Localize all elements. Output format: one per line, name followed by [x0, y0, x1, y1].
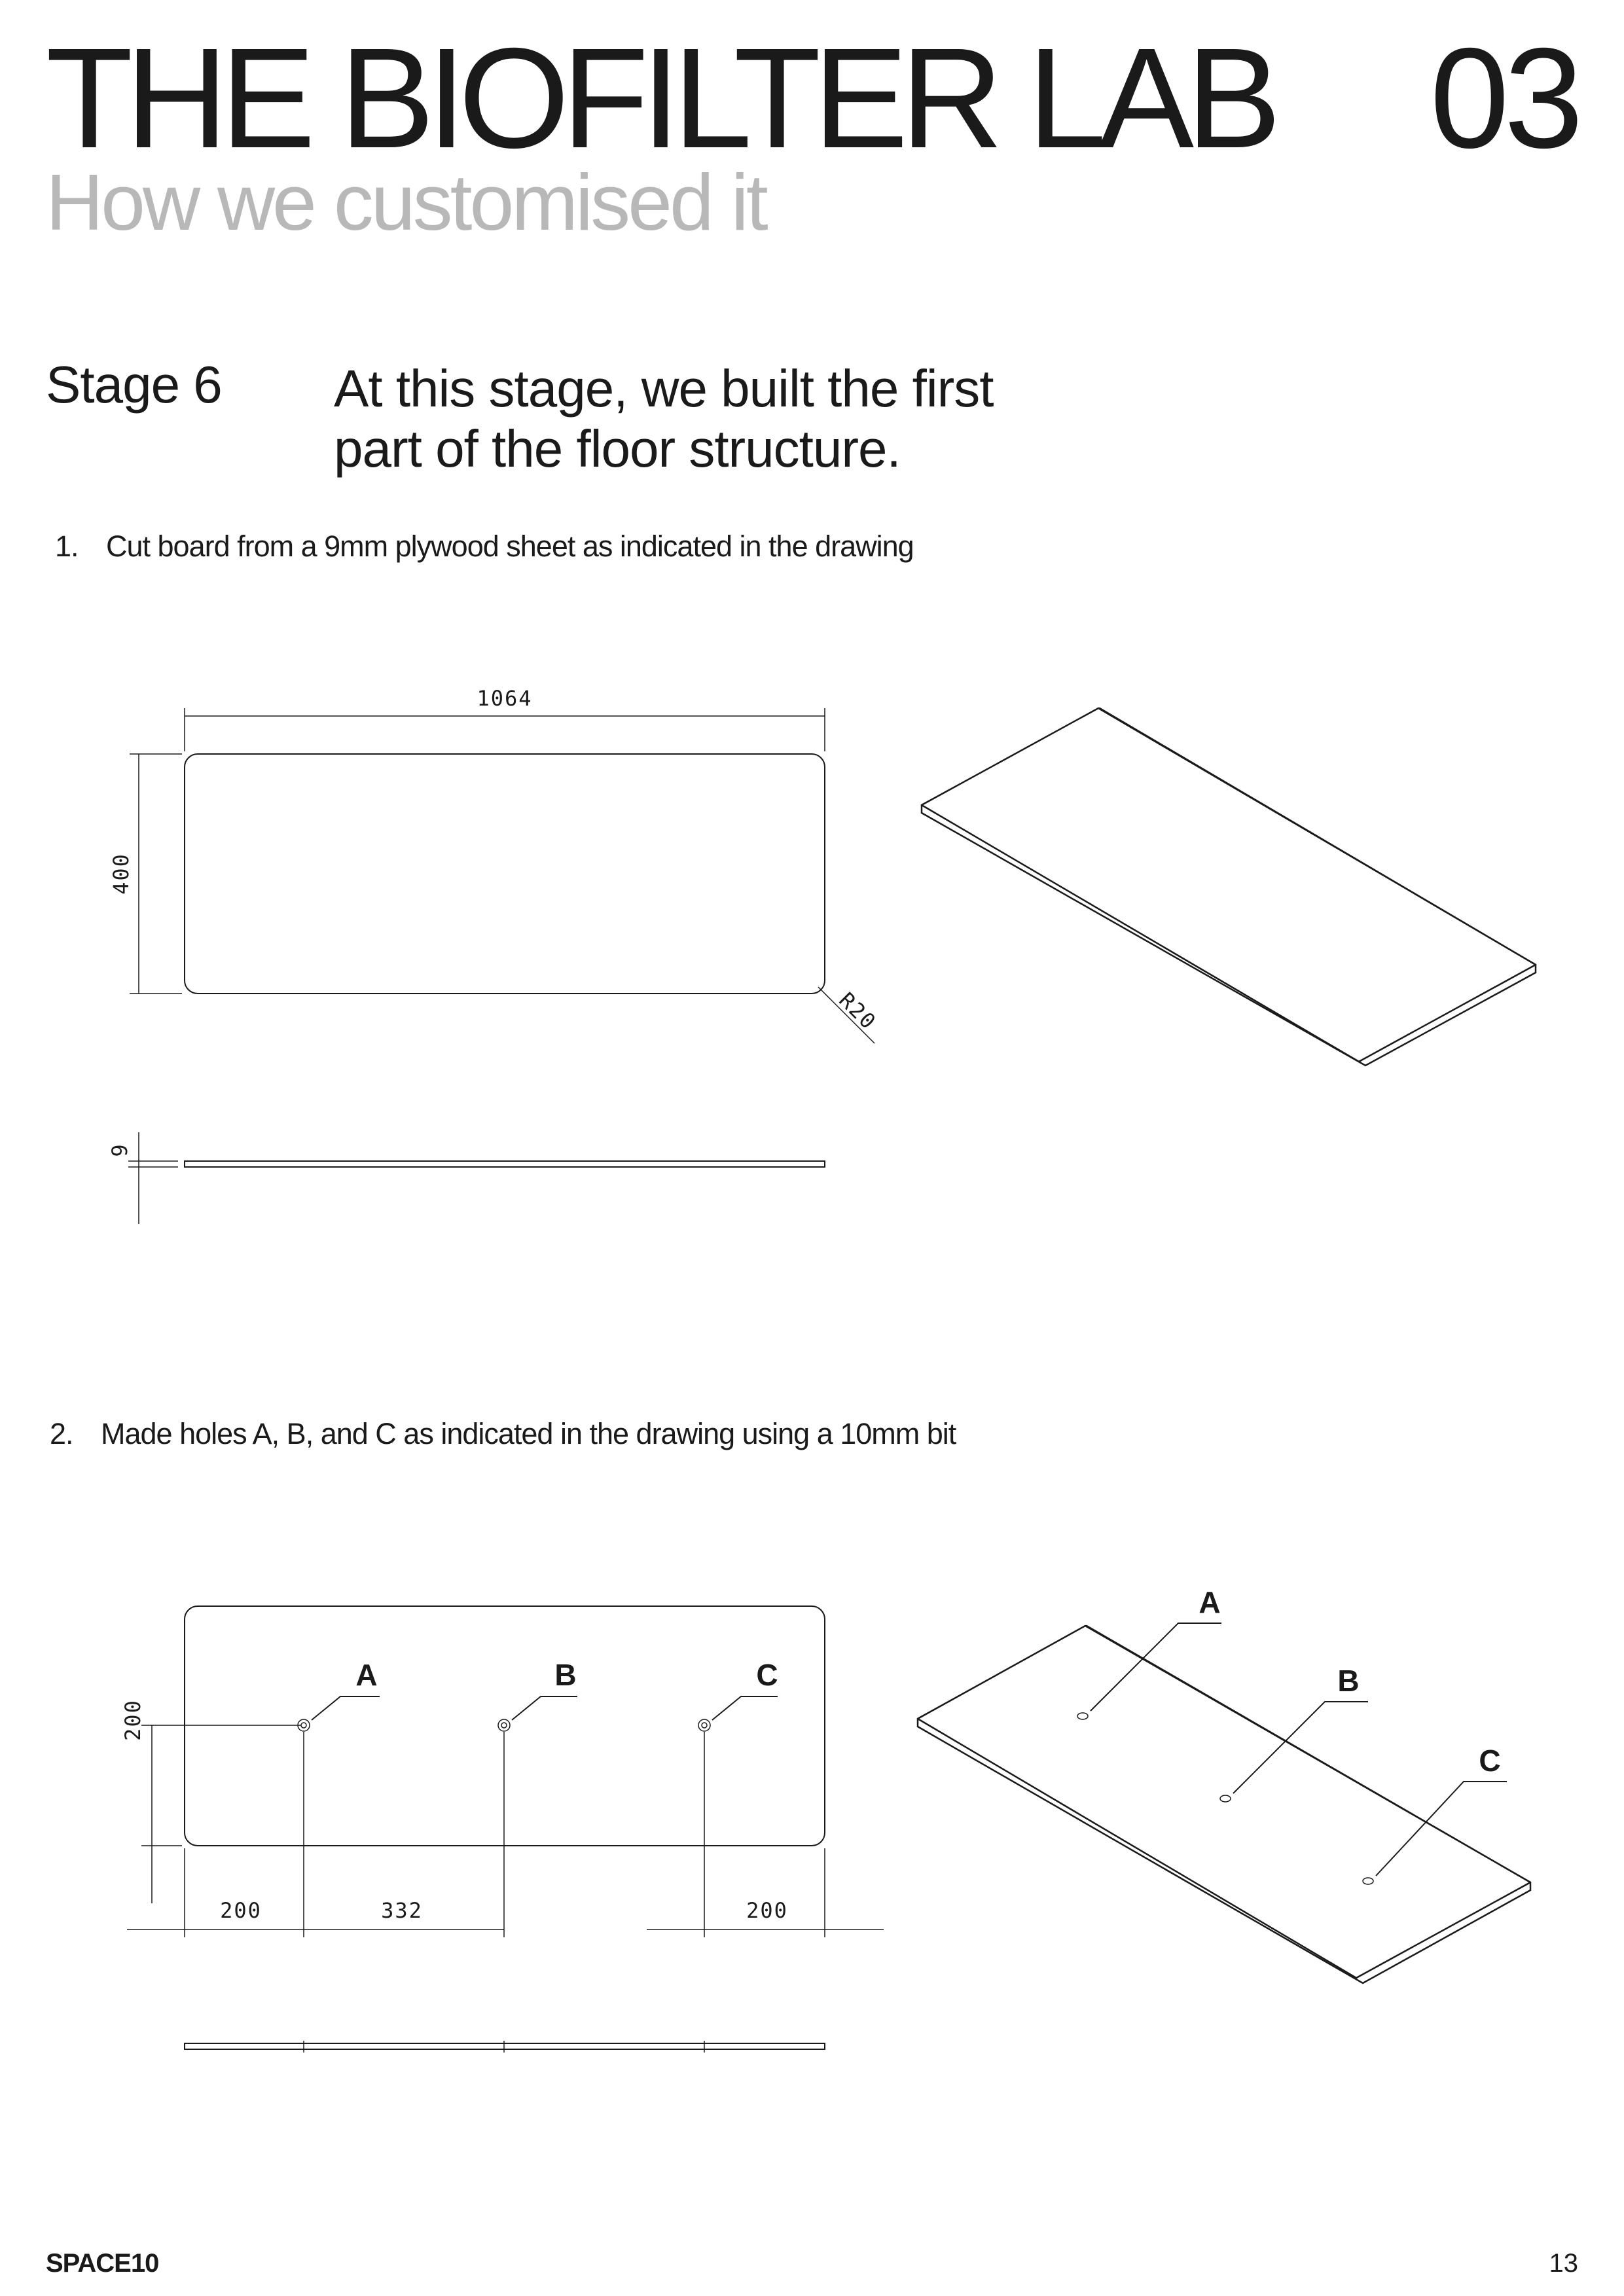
drawing-1-plan	[109, 686, 881, 1043]
board-side-profile	[185, 1161, 825, 1167]
drawing-2-side	[185, 2041, 825, 2053]
hole-b-label: B	[554, 1658, 577, 1692]
height-dimension-label: 400	[109, 853, 134, 895]
hole-c-leader	[712, 1696, 778, 1720]
radius-label: R20	[834, 987, 882, 1035]
chapter-number: 03	[1430, 19, 1578, 178]
board-isometric-top	[922, 708, 1536, 1062]
board-side-profile-holes	[185, 2043, 825, 2049]
hole-y-dimension-label: 200	[120, 1699, 145, 1741]
iso-label-c: C	[1479, 1744, 1501, 1778]
page-number: 13	[1549, 2249, 1578, 2278]
hole-a-label: A	[355, 1658, 378, 1692]
step-1-number: 1.	[55, 529, 79, 563]
dim-left-label: 200	[220, 1898, 262, 1923]
hole-a-leader	[312, 1696, 380, 1720]
stage-description: At this stage, we built the first part of the floor structure.	[334, 359, 994, 478]
board-outline-holes	[185, 1606, 825, 1846]
width-dimension-label: 1064	[477, 686, 533, 711]
stage-label: Stage 6	[46, 355, 222, 414]
iso-label-b: B	[1337, 1664, 1360, 1698]
hole-b-leader	[512, 1696, 577, 1720]
drawing-1-side	[107, 1132, 825, 1224]
page-title: THE BIOFILTER LAB	[46, 19, 1274, 178]
thickness-dimension-label: 9	[107, 1143, 132, 1157]
board-outline	[185, 754, 825, 994]
hole-c-marker	[698, 1719, 710, 1731]
drawing-2-isometric	[918, 1585, 1530, 1983]
hole-b-marker	[498, 1719, 510, 1731]
drawing-1-isometric	[922, 708, 1536, 1066]
step-1-text: Cut board from a 9mm plywood sheet as indicated in the drawing	[106, 529, 914, 563]
hole-c-label: C	[756, 1658, 778, 1692]
page-subtitle: How we customised it	[46, 158, 766, 247]
dim-right-label: 200	[746, 1898, 788, 1923]
step-2-number: 2.	[50, 1417, 73, 1450]
step-2-text: Made holes A, B, and C as indicated in the drawing using a 10mm bit	[101, 1417, 956, 1450]
drawing-2-plan	[120, 1606, 884, 1937]
footer-brand: SPACE10	[46, 2249, 159, 2278]
iso-label-a: A	[1199, 1585, 1221, 1619]
dim-mid-label: 332	[381, 1898, 423, 1923]
